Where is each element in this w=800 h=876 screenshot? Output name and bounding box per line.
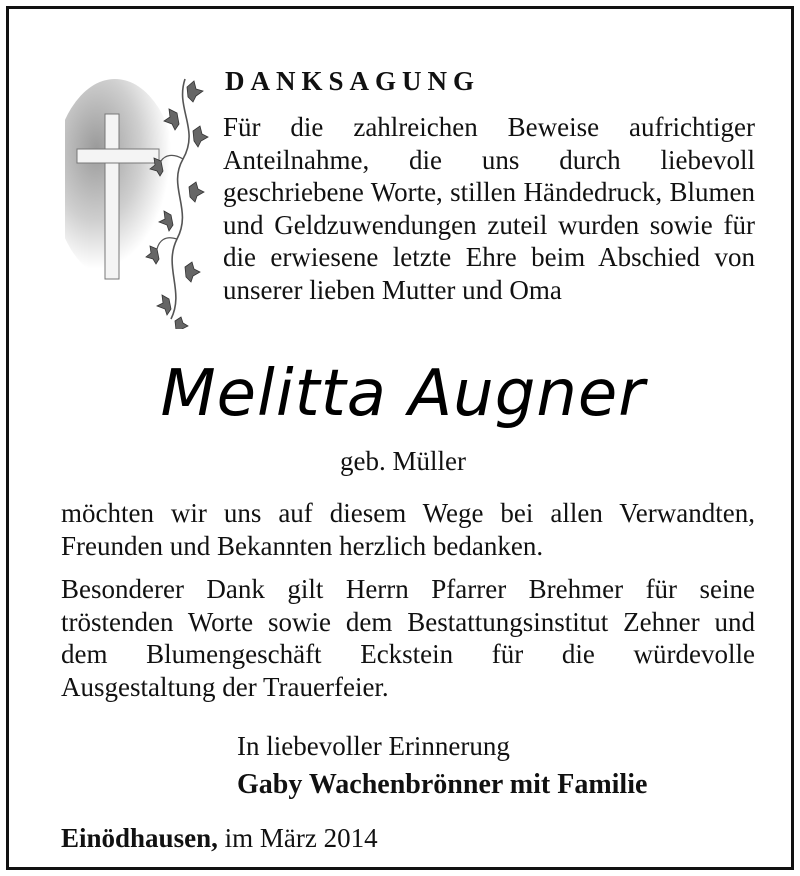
place-date [61,823,378,854]
heading-danksagung: DANKSAGUNG [225,66,481,96]
deceased-name: Melitta Augner [160,357,646,431]
date: im März 2014 [224,823,378,853]
intro-paragraph: Für die zahlreichen Beweise aufrichtiger Anteilnahme, die uns durch liebevoll geschriebene Worte, stillen Händedruck, Blumen und Geldzuwendungen zuteil wurden sowie für die erwiesene letzte Ehre beim Abschied von unserer lieben Mutter und Oma [223,112,755,305]
thanks-paragraph: möchten wir uns auf diesem Wege bei allen Verwandten, Freunden und Bekannten herzlich bedanken. [61,498,755,561]
special-thanks-paragraph: Besonderer Dank gilt Herrn Pfarrer Brehmer für seine tröstenden Worte sowie dem Bestattungsinstitut Zehner und dem Blumengeschäft Eckstein für die würdevolle Ausgestaltung der Trauerfeier. [61,574,755,702]
place-name: Einödhausen, [61,823,218,853]
maiden-name: geb. Müller [340,446,466,476]
signature: Gaby Wachenbrönner mit Familie [237,769,648,800]
cross-with-ivy-icon [65,69,215,329]
notice-frame [6,6,794,870]
closing-phrase: In liebevoller Erinnerung [237,731,510,761]
